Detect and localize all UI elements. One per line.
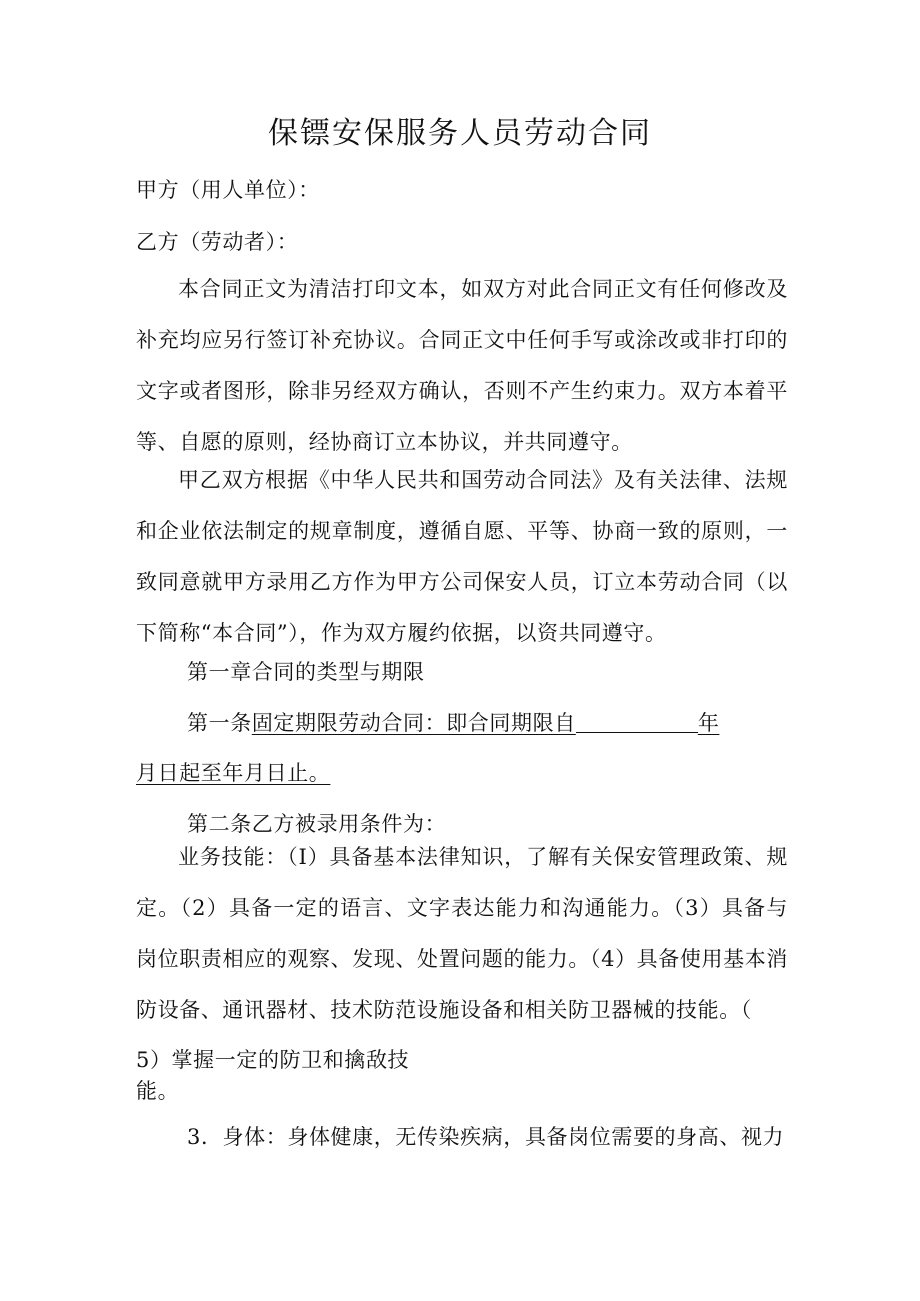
skills-paragraph: 业务技能：（I）具备基本法律知识，了解有关保安管理政策、规定。（2）具备一定的语言、文字表达能力和沟通能力。（3）具备与岗位职责相应的观察、发现、处置问题的能力。（4）具备使用基本消防设备、通讯器材、技术防范设施设备和相关防卫器械的技能。（	[136, 845, 788, 1022]
article-1-year: 年	[697, 711, 720, 735]
physical-requirements-paragraph: 3．身体：身体健康，无传染疾病，具备岗位需要的身高、视力	[187, 1125, 785, 1149]
skills-line-6: 能。	[136, 1079, 180, 1103]
party-a-label: 甲方（用人单位）：	[136, 178, 320, 202]
article-1-date-range: 月日起至年月日止。	[136, 761, 331, 785]
article-1-line	[187, 707, 719, 739]
article-1-prefix: 第一条	[187, 711, 252, 735]
paragraph-clean-text-notice: 本合同正文为清洁打印文本，如双方对此合同正文有任何修改及补充均应另行签订补充协议。合同正文中任何手写或涂改或非打印的文字或者图形，除非另经双方确认，否则不产生约束力。双方本着平等、自愿的原则，经协商订立本协议，并共同遵守。	[136, 277, 788, 454]
document-title: 保镖安保服务人员劳动合同	[268, 116, 652, 151]
contract-start-blank	[576, 708, 698, 733]
article-2-heading: 第二条乙方被录用条件为：	[187, 812, 447, 836]
article-1-underlined-text: 固定期限劳动合同：即合同期限自	[251, 711, 576, 735]
skills-line-5: 5）掌握一定的防卫和擒敌技	[136, 1048, 410, 1072]
party-b-label: 乙方（劳动者）：	[136, 230, 299, 254]
chapter-1-heading: 第一章合同的类型与期限	[187, 660, 425, 684]
paragraph-contract-basis: 甲乙双方根据《中华人民共和国劳动合同法》及有关法律、法规和企业依法制定的规章制度，遵循自愿、平等、协商一致的原则，一致同意就甲方录用乙方作为甲方公司保安人员，订立本劳动合同（以下简称“本合同”），作为双方履约依据，以资共同遵守。	[136, 468, 788, 645]
